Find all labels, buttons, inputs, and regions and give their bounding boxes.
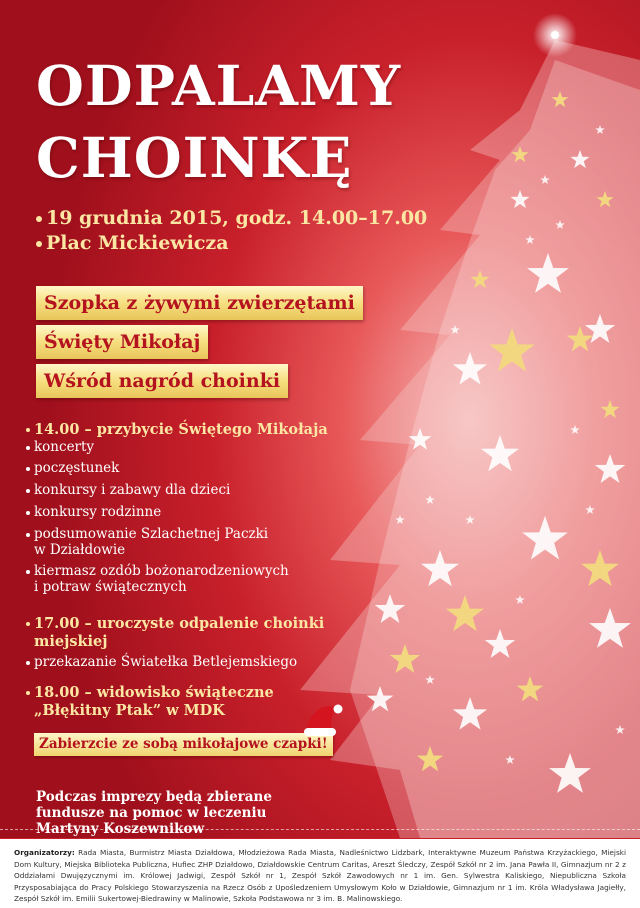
list-item-continued: i potraw świątecznych [34, 579, 187, 595]
bullet-icon [26, 533, 30, 537]
list-item: kiermasz ozdób bożonarodzeniowych [26, 563, 289, 580]
list-item: konkursy i zabawy dla dzieci [26, 482, 230, 499]
schedule-heading-1800: 18.00 – widowisko świąteczne [26, 684, 274, 701]
bullet-icon [26, 467, 30, 471]
banner-nativity: Szopka z żywymi zwierzętami [36, 286, 363, 320]
bullet-icon [26, 622, 30, 626]
schedule-heading-1700-cont: miejskiej [34, 633, 108, 650]
banner-prizes: Wśród nagród choinki [36, 364, 288, 398]
poster-title-line-1: ODPALAMY [36, 53, 402, 118]
bullet-icon [26, 446, 30, 450]
list-item: przekazanie Światełka Betlejemskiego [26, 654, 297, 671]
list-item: podsumowanie Szlachetnej Paczki [26, 526, 268, 543]
caps-reminder: Zabierzcie ze sobą mikołajowe czapki! [34, 733, 333, 756]
schedule-heading-1400: 14.00 – przybycie Świętego Mikołaja [26, 421, 328, 438]
bullet-icon [26, 691, 30, 695]
bullet-icon [26, 489, 30, 493]
poster-title-line-2: CHOINKĘ [36, 125, 353, 190]
schedule-heading-1800-cont: „Błękitny Ptak” w MDK [34, 702, 225, 719]
organizers-footer [0, 838, 640, 908]
event-date: 19 grudnia 2015, godz. 14.00–17.00 [36, 209, 427, 228]
list-item: poczęstunek [26, 460, 119, 477]
event-place: Plac Mickiewicza [36, 234, 229, 253]
banner-santa: Święty Mikołaj [36, 325, 208, 359]
bullet-icon [26, 511, 30, 515]
bullet-icon [26, 570, 30, 574]
list-item-continued: w Działdowie [34, 542, 126, 558]
charity-note: Podczas imprezy będą zbierane fundusze na pomoc w leczeniu Martyny Koszewnikow [36, 789, 272, 837]
bullet-icon [26, 428, 30, 432]
bullet-icon [36, 241, 42, 247]
organizers-text: Organizatorzy: Rada Miasta, Burmistrz Miasta Działdowa, Młodzieżowa Rada Miasta, Nadleśnictwo Lidzbark, Interaktywne Muzeum Państwa Krzyżackiego, Miejski Dom Kultury, Miejska Biblioteka Publiczna, Hufiec ZHP Działdowo, Działdowskie Centrum Caritas, Areszt Śledczy, Zespół Szkół nr 2 im. Jana Pawła II, Gimnazjum nr 2 z Oddziałami Dwujęzycznymi im. Królowej Jadwigi, Zespół Szkół nr 1, Zespół Szkół Zawodowych nr 1 im. Gen. Sylwestra Kaliskiego, Niepubliczna Szkoła Przysposabiająca do Pracy Polskiego Stowarzyszenia na Rzecz Osób z Upośledzeniem Umysłowym Koło w Działdowie, Gimnazjum nr 1 im. Króla Władysława Jagiełły, Zespół Szkół im. Emilii Sukertowej-Biedrawiny w Malinowie, Szkoła Podstawowa nr 3 im. B. Malinowskiego. [14, 848, 626, 903]
bullet-icon [26, 661, 30, 665]
santa-hat-icon [302, 700, 344, 738]
divider [0, 829, 640, 831]
list-item: koncerty [26, 439, 94, 456]
list-item: konkursy rodzinne [26, 504, 161, 521]
bullet-icon [36, 216, 42, 222]
schedule-heading-1700: 17.00 – uroczyste odpalenie choinki [26, 615, 324, 632]
